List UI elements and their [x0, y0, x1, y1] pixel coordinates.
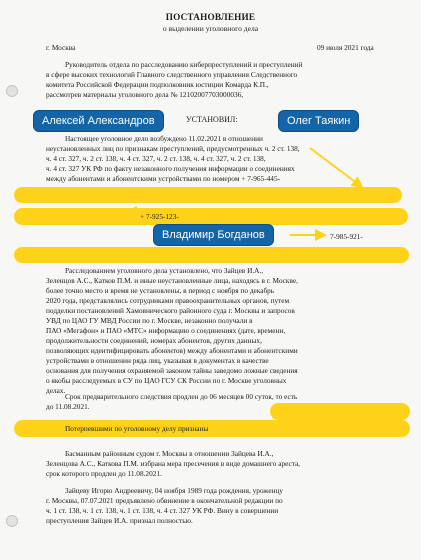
final-line: преступления Зайцев И.А. признал полностью. — [46, 516, 193, 525]
body-line: Расследованием уголовного дела установлено, что Зайцев И.А., — [65, 266, 264, 275]
intro-line: Руководитель отдела по расследованию киберпреступлений и преступлений — [65, 60, 303, 69]
annotation-label-alexey: Алексей Александров — [34, 111, 163, 131]
body-line: неустановленных лиц по признакам преступлений, предусмотренных ч. 2 ст. 138, — [46, 144, 300, 153]
body-line: продолжительности соединений, номерах абонентов, других данных, — [46, 336, 262, 345]
body-line: 2020 года, представлялись сотрудниками правоохранительных органов, путем — [46, 296, 290, 305]
body-line: позволяющих идентифицировать абонентов) между абонентами и абонентскими — [46, 346, 298, 355]
body-line: Настоящее уголовное дело возбуждено 11.02.2021 в отношении — [65, 134, 263, 143]
body-line: между абонентами и абонентскими устройствами по номером + 7-965-445- — [46, 174, 281, 183]
final-line: Зайцеву Игорю Андреевичу, 04 ноября 1989 года рождения, уроженцу — [65, 486, 284, 495]
intro-line: рассмотрев материалы уголовного дела № 12102007703000036, — [46, 90, 244, 99]
court-line: Басманным районным судом г. Москвы в отношении Зайцева И.А., — [65, 449, 274, 458]
phone-number: 7-985-921- — [330, 232, 363, 241]
body-line: ч. 4 ст. 327, ч. 2 ст. 138, ч. 4 ст. 327, ч. 2 ст. 138, ч. 4 ст. 327, ч. 2 ст. 138, — [46, 154, 266, 163]
body-line: подделки постановлений Хамовнического районного суда г. Москвы и запросов — [46, 306, 295, 315]
final-line: г. Москвы, 07.07.2021 предъявлено обвинение в окончательной редакции по — [46, 496, 283, 505]
body-line: ПАО «Мегафон» и ПАО «МТС» информацию о соединениях (дате, времени, — [46, 326, 286, 335]
document-city: г. Москва — [46, 43, 76, 52]
arrow-line — [310, 148, 362, 187]
term-line: Срок предварительного следствия продлен до 06 месяцев 00 суток, то есть — [65, 392, 298, 401]
annotation-label-vladimir: Владимир Богданов — [154, 225, 273, 245]
annotation-label-oleg: Олег Таякин — [279, 111, 358, 131]
body-line: о якобы расследуемых в СУ по ЦАО ГСУ СК России по г. Москве уголовных — [46, 376, 287, 385]
victims-line: Потерпевшими по уголовному делу признаны — [65, 424, 209, 433]
court-line: срок которого продлен до 11.08.2021. — [46, 469, 162, 478]
body-line: устройствами в отношении ряда лиц, указывая в документах в качестве — [46, 356, 269, 365]
body-line: УВД по ЦАО ГУ МВД России по г. Москве, незаконно получали в — [46, 316, 253, 325]
body-line: делах. — [46, 386, 66, 395]
intro-line: в сфере высоких технологий Главного следственного управления Следственного — [46, 70, 298, 79]
body-line: основания для получения охраняемой законом тайны заведомо ложные сведения — [46, 366, 298, 375]
intro-line: комитета Российской Федерации подполковник юстиции Комарда К.П., — [46, 80, 269, 89]
court-line: Зеленцова А.С., Каткова П.М. избрана мера пресечения в виде домашнего ареста, — [46, 459, 301, 468]
document-title: ПОСТАНОВЛЕНИЕ — [165, 12, 256, 22]
final-line: ч. 1 ст. 138, ч. 1 ст. 138, ч. 1 ст. 138, ч. 4 ст. 327 УК РФ. Вину в совершении — [46, 506, 279, 515]
term-line: до 11.08.2021. — [46, 402, 90, 411]
body-line: Зеленцов А.С., Катков П.М. и иные неустановленные лица, находясь в г. Москве, — [46, 276, 298, 285]
phone-number: + 7-925-123- — [140, 212, 179, 221]
document-date: 09 июля 2021 года — [317, 43, 374, 52]
body-line: ч. 4 ст. 327 УК РФ по факту незаконного получения информации о соединениях — [46, 164, 295, 173]
section-heading: УСТАНОВИЛ: — [186, 115, 238, 124]
document-subtitle: о выделении уголовного дела — [162, 24, 259, 33]
body-line: более точно место и время не установлены, в период с ноября по декабрь — [46, 286, 275, 295]
